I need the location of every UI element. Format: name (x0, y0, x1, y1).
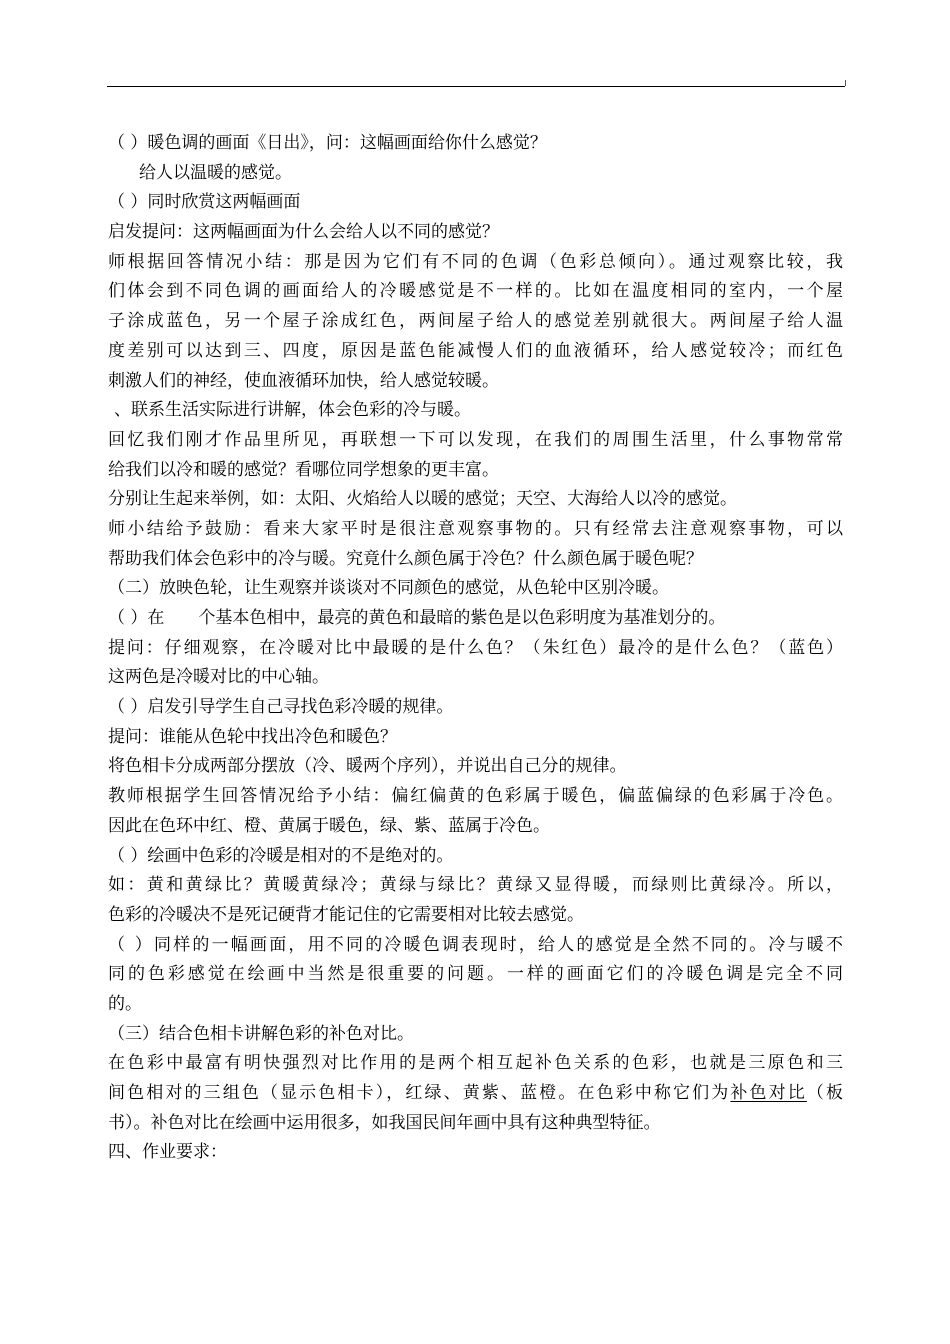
paragraph-line: 这两色是冷暖对比的中心轴。 (108, 667, 329, 688)
paragraph-line: 给人以温暖的感觉。 (139, 162, 292, 183)
body-text (108, 129, 843, 1168)
paragraph-line: 们体会到不同色调的画面给人的冷暖感觉是不一样的。比如在温度相同的室内，一个屋 (108, 281, 843, 302)
paragraph-line: 师小结给予鼓励：看来大家平时是很注意观察事物的。只有经常去注意观察事物，可以 (108, 518, 843, 539)
paragraph-line: 帮助我们体会色彩中的冷与暖。究竟什么颜色属于冷色？什么颜色属于暖色呢？ (108, 548, 703, 569)
paragraph-line: 回忆我们刚才作品里所见，再联想一下可以发现，在我们的周围生活里，什么事物常常 (108, 429, 843, 450)
paragraph-line: 教师根据学生回答情况给予小结：偏红偏黄的色彩属于暖色，偏蓝偏绿的色彩属于冷色。 (108, 786, 843, 807)
paragraph-line: 子涂成蓝色，另一个屋子涂成红色，两间屋子给人的感觉差别就很大。两间屋子给人温 (108, 311, 843, 332)
paragraph-line: （ ）暖色调的画面《日出》，问：这幅画面给你什么感觉？ (108, 133, 547, 153)
paragraph-line: 书）。补色对比在绘画中运用很多，如我国民间年画中具有这种典型特征。 (108, 1112, 661, 1133)
paragraph-line: 分别让生起来举例，如：太阳、火焰给人以暖的感觉；天空、大海给人以冷的感觉。 (108, 489, 737, 510)
paragraph-line: （二）放映色轮，让生观察并谈谈对不同颜色的感觉，从色轮中区别冷暖。 (108, 578, 669, 599)
line-segment: 间色相对的三组色（显示色相卡），红绿、黄紫、蓝橙。在色彩中称它们为 (108, 1083, 731, 1103)
paragraph-line: 将色相卡分成两部分摆放（冷、暖两个序列），并说出自己分的规律。 (108, 756, 627, 777)
paragraph-line: 启发提问：这两幅画面为什么会给人以不同的感觉？ (108, 222, 499, 243)
header-mark (845, 80, 848, 86)
paragraph-line: 提问：谁能从色轮中找出冷色和暖色？ (108, 726, 397, 747)
paragraph-line: 师根据回答情况小结：那是因为它们有不同的色调（色彩总倾向）。通过观察比较，我 (108, 251, 843, 272)
paragraph-line: （ ）在 个基本色相中，最亮的黄色和最暗的紫色是以色彩明度为基准划分的。 (108, 608, 726, 628)
paragraph-line: （ ）同样的一幅画面，用不同的冷暖色调表现时，给人的感觉是全然不同的。冷与暖不 (108, 934, 843, 955)
section-heading: 四、作业要求： (108, 1142, 227, 1163)
header-rule (107, 86, 845, 87)
paragraph-line: 如：黄和黄绿比？黄暖黄绿冷；黄绿与绿比？黄绿又显得暖，而绿则比黄绿冷。所以， (108, 875, 843, 896)
paragraph-line: 同的色彩感觉在绘画中当然是很重要的问题。一样的画面它们的冷暖色调是完全不同 (108, 964, 843, 985)
paragraph-line: 度差别可以达到三、四度，原因是蓝色能减慢人们的血液循环，给人感觉较冷；而红色 (108, 340, 843, 361)
paragraph-line (108, 1079, 843, 1109)
paragraph-line: 因此在色环中红、橙、黄属于暖色，绿、紫、蓝属于冷色。 (108, 815, 550, 836)
paragraph-line: 、联系生活实际进行讲解，体会色彩的冷与暖。 (114, 400, 471, 421)
paragraph-line: 在色彩中最富有明快强烈对比作用的是两个相互起补色关系的色彩，也就是三原色和三 (108, 1053, 843, 1074)
paragraph-line: 提问：仔细观察，在冷暖对比中最暖的是什么色？（朱红色）最冷的是什么色？（蓝色） (108, 637, 843, 658)
paragraph-line: 的。 (108, 993, 142, 1014)
paragraph-line: 色彩的冷暖决不是死记硬背才能记住的它需要相对比较去感觉。 (108, 904, 584, 925)
paragraph-line: （ ）同时欣赏这两幅画面 (108, 192, 301, 213)
line-segment: （板 (806, 1083, 844, 1103)
paragraph-line: 刺激人们的神经，使血液循环加快，给人感觉较暖。 (108, 370, 499, 391)
paragraph-line: （ ）绘画中色彩的冷暖是相对的不是绝对的。 (108, 845, 454, 866)
paragraph-line: （三）结合色相卡讲解色彩的补色对比。 (108, 1023, 414, 1044)
paragraph-line: （ ）启发引导学生自己寻找色彩冷暖的规律。 (108, 697, 454, 718)
paragraph-line: 给我们以冷和暖的感觉？看哪位同学想象的更丰富。 (108, 459, 499, 480)
underlined-term: 补色对比 (730, 1083, 807, 1103)
